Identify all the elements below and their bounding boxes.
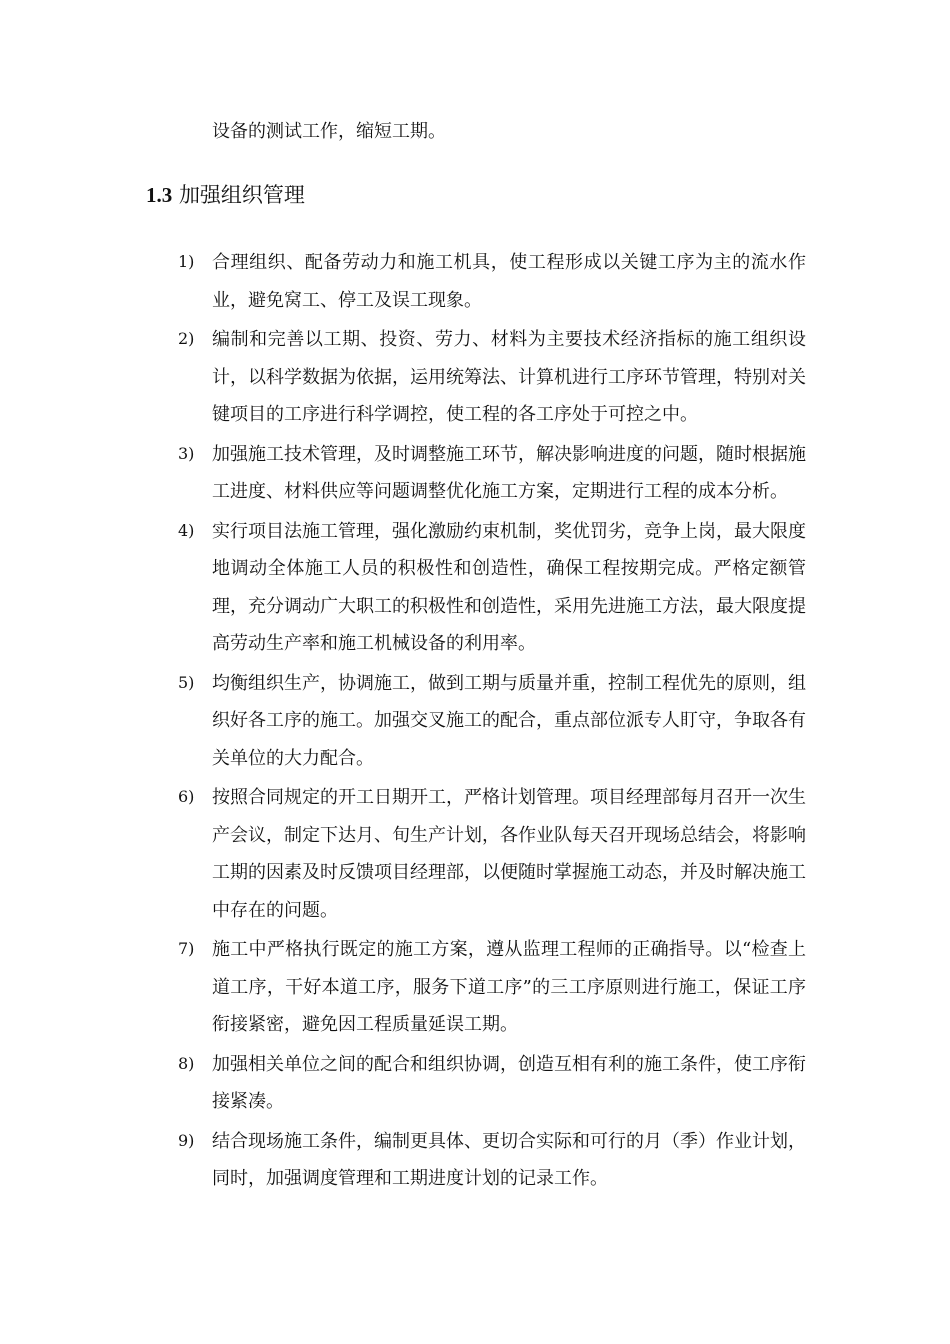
list-item-number: 1) (178, 252, 195, 271)
section-title: 加强组织管理 (178, 183, 305, 207)
list-item (0, 436, 950, 511)
list-item-text: 编制和完善以工期、投资、劳力、材料为主要技术经济指标的施工组织设计，以科学数据为依据，运用统筹法、计算机进行工序环节管理，特别对关键项目的工序进行科学调控，使工程的各工序处于可控之中。 (212, 329, 806, 425)
list-item (0, 321, 950, 434)
continuation-text: 设备的测试工作，缩短工期。 (212, 121, 446, 142)
section-heading (146, 179, 305, 211)
list-item-text: 实行项目法施工管理，强化激励约束机制，奖优罚劣，竞争上岗，最大限度地调动全体施工人员的积极性和创造性，确保工程按期完成。严格定额管理，充分调动广大职工的积极性和创造性，采用先进施工方法，最大限度提高劳动生产率和施工机械设备的利用率。 (212, 520, 806, 654)
list-item-text: 结合现场施工条件，编制更具体、更切合实际和可行的月（季）作业计划，同时，加强调度管理和工期进度计划的记录工作。 (212, 1130, 806, 1189)
list-item-number: 7) (178, 939, 195, 958)
list-item (0, 779, 950, 929)
list-item-text: 加强施工技术管理，及时调整施工环节，解决影响进度的问题，随时根据施工进度、材料供应等问题调整优化施工方案，定期进行工程的成本分析。 (212, 443, 806, 502)
list-item (0, 513, 950, 663)
list-item-text: 加强相关单位之间的配合和组织协调，创造互相有利的施工条件，使工序衔接紧凑。 (212, 1053, 806, 1112)
list-item-number: 4) (178, 520, 195, 540)
list-item-number: 8) (178, 1053, 195, 1073)
measures-list (0, 244, 950, 1200)
list-item (0, 1123, 950, 1198)
list-item-text: 均衡组织生产，协调施工，做到工期与质量并重，控制工程优先的原则，组织好各工序的施工。加强交叉施工的配合，重点部位派专人盯守，争取各有关单位的大力配合。 (212, 672, 806, 769)
list-item-number: 5) (178, 672, 195, 692)
section-number: 1.3 (146, 183, 173, 207)
list-item-text: 施工中严格执行既定的施工方案，遵从监理工程师的正确指导。以“检查上道工序，干好本道工序，服务下道工序”的三工序原则进行施工，保证工序衔接紧密，避免因工程质量延误工期。 (212, 939, 806, 1035)
list-item-text: 合理组织、配备劳动力和施工机具，使工程形成以关键工序为主的流水作业，避免窝工、停工及误工现象。 (212, 252, 806, 311)
list-item-text: 按照合同规定的开工日期开工，严格计划管理。项目经理部每月召开一次生产会议，制定下达月、旬生产计划，各作业队每天召开现场总结会，将影响工期的因素及时反馈项目经理部，以便随时掌握施工动态，并及时解决施工中存在的问题。 (212, 787, 806, 921)
list-item (0, 244, 950, 319)
list-item (0, 931, 950, 1044)
list-item (0, 1046, 950, 1121)
list-item-number: 2) (178, 329, 195, 348)
list-item (0, 665, 950, 778)
list-item-number: 9) (178, 1130, 195, 1150)
list-item-number: 3) (178, 443, 195, 463)
list-item-number: 6) (178, 787, 195, 806)
